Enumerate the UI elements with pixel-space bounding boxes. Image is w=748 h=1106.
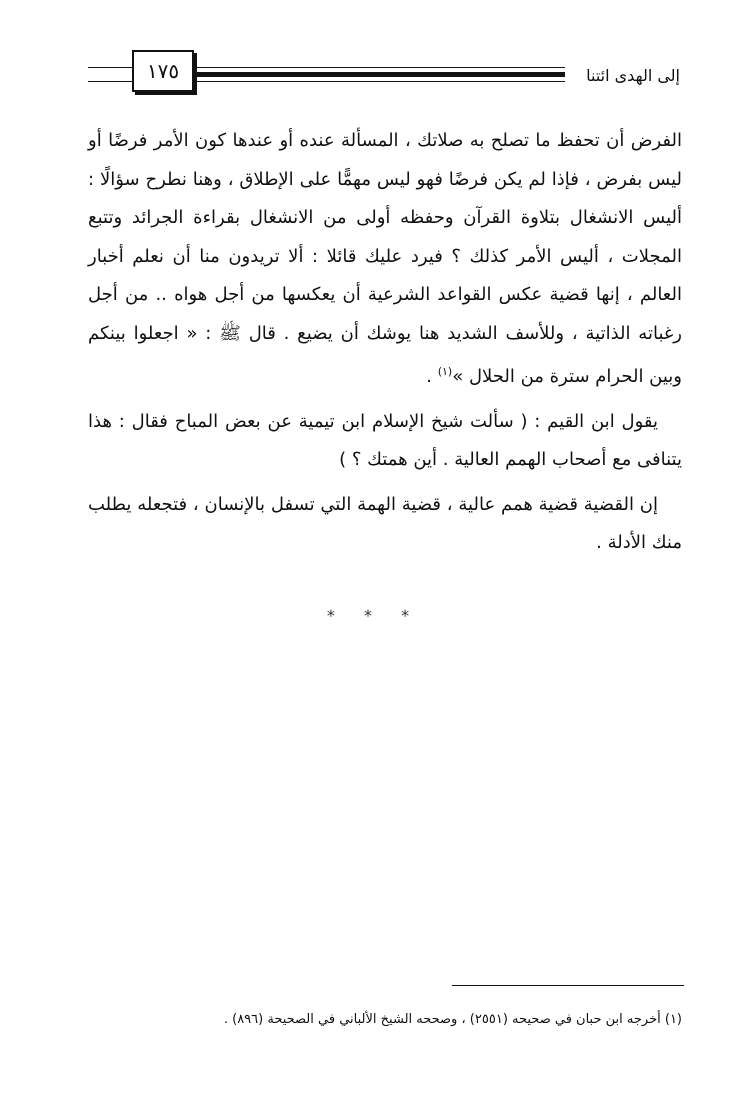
section-separator: * * * (326, 606, 422, 625)
running-title: إلى الهدى ائتنا (586, 66, 680, 85)
page-header (88, 48, 680, 98)
paragraph-2 (88, 403, 682, 480)
footnote: (١) أخرجه ابن حبان في صحيحه (٢٥٥١) ، وصححه الشيخ الألباني في الصحيحة (٨٩٦) . (223, 1012, 682, 1027)
text-line: . (426, 366, 438, 387)
paragraph-1 (88, 122, 682, 397)
text-line: يقول ابن القيم : ( سألت شيخ الإسلام ابن تيمية عن بعض المباح فقال : (118, 410, 658, 432)
text-line: أجل رغباته الذاتية ، وللأسف الشديد هنا يوشك أن يضيع . قال ﷺ : « اجعلوا (88, 284, 682, 344)
footnote-divider (452, 985, 684, 986)
text-line: يطلب منك الأدلة . (88, 493, 682, 553)
header-rule-thick (196, 72, 565, 77)
page-number: ١٧٥ (132, 50, 194, 92)
paragraph-3 (88, 486, 682, 563)
hadith-quote: بينكم وبين الحرام سترة من الحلال » (88, 322, 682, 387)
footnote-reference: (١) (437, 365, 453, 378)
text-line: الفرض أن تحفظ ما تصلح به صلاتك ، المسألة عنده أو عندها كون الأمر فرضًا أو (88, 130, 682, 151)
text-line: سؤالًا : أليس الانشغال بتلاوة القرآن وحفظه أولى من الانشغال بقراءة الجرائد (88, 168, 682, 228)
text-line: إن القضية قضية همم عالية ، قضية الهمة التي تسفل بالإنسان ، فتجعله (137, 493, 658, 515)
text-line: ليس بفرض ، فإذا لم يكن فرضًا فهو ليس مهمًّا على الإطلاق ، وهنا نطرح (145, 168, 682, 190)
text-line: هذا يتنافى مع أصحاب الهمم العالية . أين همتك ؟ ) (88, 410, 682, 470)
text-line: وتتبع المجلات ، أليس الأمر كذلك ؟ فيرد عليك قائلا : ألا تريدون منا أن نعلم (88, 207, 682, 267)
body-text (88, 122, 682, 563)
text-line: أخبار العالم ، إنها قضية عكس القواعد الشرعية أن يعكسها من أجل هواه .. من (88, 245, 682, 305)
